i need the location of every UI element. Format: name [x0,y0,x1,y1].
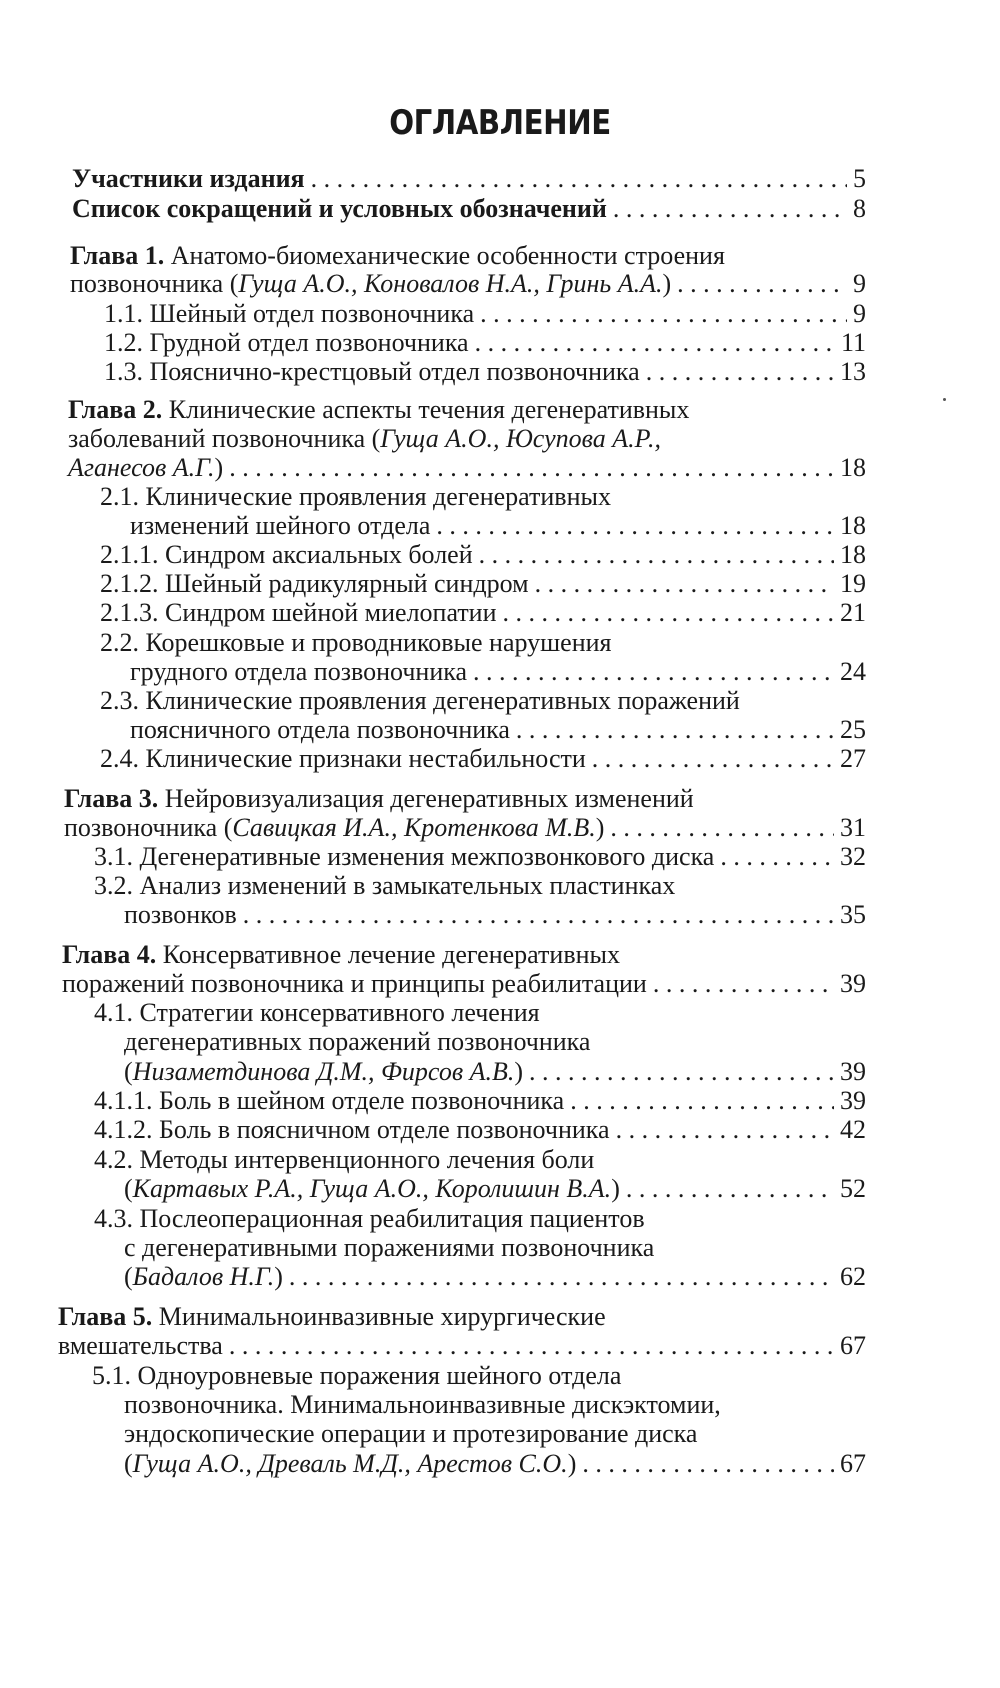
chapter-label: Глава 2. [68,395,163,424]
toc-section-5-1-line3[interactable] [124,1419,697,1449]
toc-page-number: 11 [840,328,866,357]
dot-leader [653,969,834,999]
toc-chapter-4-line2[interactable] [62,969,866,999]
dot-leader [677,269,847,299]
dot-leader [592,744,834,774]
toc-section-4-3[interactable] [94,1204,645,1234]
toc-entry-label: 2.1.2. Шейный радикулярный синдром [100,569,529,598]
toc-section-2-3[interactable] [100,686,740,716]
toc-page-number: 13 [840,357,866,386]
paren-close: ) [611,1174,620,1203]
toc-entry-contributors[interactable] [72,164,866,194]
chapter-title-text: Клинические аспекты течения дегенеративных [162,395,690,424]
toc-entry-label: 1.2. Грудной отдел позвоночника [104,328,469,357]
toc-section-2-1-3[interactable] [100,598,866,628]
dot-leader [229,453,834,483]
dot-leader [616,1115,834,1145]
chapter-label: Глава 4. [62,940,157,969]
dot-leader [311,164,847,194]
dot-leader [610,813,834,843]
toc-entry-label: 2.1.1. Синдром аксиальных болей [100,540,473,569]
toc-entry-label: позвонков [124,900,237,929]
toc-entry-label: 2.1. Клинические проявления дегенеративных [100,482,611,511]
toc-section-4-2[interactable] [94,1145,594,1175]
toc-entry-label: 4.1. Стратегии консервативного лечения [94,998,540,1027]
toc-page-number: 39 [840,1086,866,1115]
paren-close: ) [595,813,605,842]
toc-page-number: 39 [840,969,866,998]
chapter-label: Глава 5. [58,1302,153,1331]
toc-entry-label: с дегенеративными поражениями позвоночника [124,1233,655,1262]
toc-section-2-2[interactable] [100,628,612,658]
toc-entry-abbreviations[interactable] [72,194,866,224]
toc-entry-label: 1.1. Шейный отдел позвоночника [104,299,475,328]
toc-chapter-5-line2[interactable] [58,1331,866,1361]
dot-leader [473,657,834,687]
chapter-title-text: Анатомо-биомеханические особенности строения [164,241,725,270]
dot-leader [535,569,834,599]
toc-page-number: 62 [840,1262,866,1291]
toc-chapter-4-title[interactable] [62,940,620,970]
toc-section-3-2[interactable] [94,871,675,901]
toc-page-number: 39 [840,1057,866,1086]
toc-section-2-1-1[interactable] [100,540,866,570]
toc-section-2-1[interactable] [100,482,611,512]
toc-page-number: 24 [840,657,866,686]
toc-section-1-1[interactable] [104,299,866,329]
toc-entry-label: 2.2. Корешковые и проводниковые нарушения [100,628,612,657]
toc-chapter-5-title[interactable] [58,1302,606,1332]
toc-section-2-3-line2[interactable] [130,715,866,745]
toc-entry-label: поясничного отдела позвоночника [130,715,510,744]
toc-page-number: 18 [840,453,866,482]
toc-section-5-1-line4[interactable] [124,1449,866,1479]
toc-section-5-1[interactable] [92,1361,621,1391]
toc-entry-label: эндоскопические операции и протезирование диска [124,1419,698,1448]
toc-page-number: 27 [840,744,866,773]
dot-leader [243,900,834,930]
toc-section-4-1-line3[interactable] [124,1057,866,1087]
chapter-title-text: поражений позвоночника и принципы реабилитации [62,969,647,998]
toc-chapter-1-title[interactable] [70,241,725,271]
toc-entry-label: 4.1.2. Боль в поясничном отделе позвоночника [94,1115,610,1144]
chapter-title-text: Минимальноинвазивные хирургические [152,1302,606,1331]
chapter-authors: Гуща А.О., Коновалов Н.А., Гринь А.А. [238,269,663,298]
dot-leader [529,1057,834,1087]
toc-page-number: 9 [853,299,866,328]
section-authors: Гуща А.О., Древаль М.Д., Арестов С.О. [132,1449,568,1478]
toc-chapter-3-title[interactable] [64,784,694,814]
toc-section-1-3[interactable] [104,357,866,387]
paren-close: ) [567,1449,577,1478]
toc-section-2-4[interactable] [100,744,866,774]
section-authors: Низаметдинова Д.М., Фирсов А.В. [132,1057,515,1086]
toc-entry-label: 2.4. Клинические признаки нестабильности [100,744,586,773]
chapter-title-text: вмешательства [58,1331,223,1360]
paren-open: ( [124,1262,133,1291]
section-authors: Бадалов Н.Г. [132,1262,275,1291]
paren-close: ) [274,1262,283,1291]
toc-entry-label: 2.3. Клинические проявления дегенеративных поражений [100,686,740,715]
section-authors: Картавых Р.А., Гуща А.О., Королишин В.А. [132,1174,612,1203]
toc-entry-label: грудного отдела позвоночника [130,657,468,686]
chapter-authors: Савицкая И.А., Кротенкова М.В. [232,813,596,842]
paren-open: ( [124,1057,133,1086]
dot-leader [436,511,834,541]
toc-page-number: 67 [840,1331,866,1360]
toc-chapter-1-line2[interactable] [70,269,866,299]
paren-open: ( [124,1174,133,1203]
toc-chapter-2-title[interactable] [68,395,689,425]
toc-entry-label: Участники издания [72,164,305,193]
toc-section-2-1-2[interactable] [100,569,866,599]
toc-section-1-2[interactable] [104,328,866,358]
scan-speck [943,398,946,401]
chapter-title-text: Нейровизуализация дегенеративных изменений [158,784,694,813]
toc-entry-label: 2.1.3. Синдром шейной миелопатии [100,598,497,627]
toc-page-number: 31 [840,813,866,842]
chapter-authors: Гуща А.О., Юсупова А.Р., [380,424,661,453]
toc-entry-label: 5.1. Одноуровневые поражения шейного отдела [92,1361,622,1390]
chapter-label: Глава 1. [70,241,165,270]
toc-section-4-1-2[interactable] [94,1115,866,1145]
toc-entry-label: Список сокращений и условных обозначений [72,194,607,223]
toc-chapter-3-line2[interactable] [64,813,866,843]
paren-close: ) [662,269,672,298]
toc-page-number: 52 [840,1174,866,1203]
toc-entry-label: дегенеративных поражений позвоночника [124,1027,591,1056]
toc-entry-label: 4.1.1. Боль в шейном отделе позвоночника [94,1086,565,1115]
dot-leader [720,842,834,872]
toc-chapter-2-line3[interactable] [68,453,866,483]
chapter-title-text: заболеваний позвоночника ( [68,424,381,453]
dot-leader [229,1331,834,1361]
toc-page-number: 18 [840,511,866,540]
page-title: ОГЛАВЛЕНИЕ [389,103,611,143]
toc-entry-label: 3.2. Анализ изменений в замыкательных пластинках [94,871,676,900]
toc-entry-label: позвоночника. Минимальноинвазивные дискэктомии, [124,1390,721,1419]
chapter-title-text: позвоночника ( [64,813,233,842]
dot-leader [570,1086,834,1116]
toc-section-4-1-line2[interactable] [124,1027,590,1057]
toc-page-number: 42 [840,1115,866,1144]
chapter-title-text: Консервативное лечение дегенеративных [156,940,620,969]
toc-page-number: 67 [840,1449,866,1478]
toc-entry-label: 1.3. Пояснично-крестцовый отдел позвоночника [104,357,640,386]
toc-section-4-3-line2[interactable] [124,1233,654,1263]
toc-section-2-1-line2[interactable] [130,511,866,541]
dot-leader [289,1262,834,1292]
paren-close: ) [514,1057,524,1086]
chapter-label: Глава 3. [64,784,159,813]
dot-leader [503,598,834,628]
toc-entry-label: 4.2. Методы интервенционного лечения боли [94,1145,595,1174]
toc-section-4-1-1[interactable] [94,1086,866,1116]
dot-leader [626,1174,834,1204]
toc-page-number: 9 [853,269,866,298]
toc-entry-label: 3.1. Дегенеративные изменения межпозвонкового диска [94,842,715,871]
toc-section-5-1-line2[interactable] [124,1390,721,1420]
toc-page-number: 32 [840,842,866,871]
toc-section-3-2-line2[interactable] [124,900,866,930]
dot-leader [613,194,847,224]
dot-leader [516,715,834,745]
toc-section-4-2-line2[interactable] [124,1174,866,1204]
dot-leader [479,540,834,570]
chapter-authors: Аганесов А.Г. [68,453,215,482]
dot-leader [582,1449,834,1479]
toc-entry-label: 4.3. Послеоперационная реабилитация пациентов [94,1204,645,1233]
dot-leader [475,328,835,358]
dot-leader [480,299,847,329]
toc-section-4-1[interactable] [94,998,540,1028]
dot-leader [646,357,834,387]
paren-close: ) [214,453,224,482]
toc-page-number: 8 [853,194,866,223]
chapter-title-text: позвоночника ( [70,269,239,298]
toc-section-3-1[interactable] [94,842,866,872]
toc-entry-label: изменений шейного отдела [130,511,431,540]
toc-page-number: 35 [840,900,866,929]
toc-page-number: 25 [840,715,866,744]
paren-open: ( [124,1449,133,1478]
toc-page-number: 5 [853,164,866,193]
toc-page-number: 18 [840,540,866,569]
toc-section-4-3-line3[interactable] [124,1262,866,1292]
toc-page-number: 21 [840,598,866,627]
toc-chapter-2-line2[interactable] [68,424,661,454]
toc-section-2-2-line2[interactable] [130,657,866,687]
toc-page-number: 19 [840,569,866,598]
